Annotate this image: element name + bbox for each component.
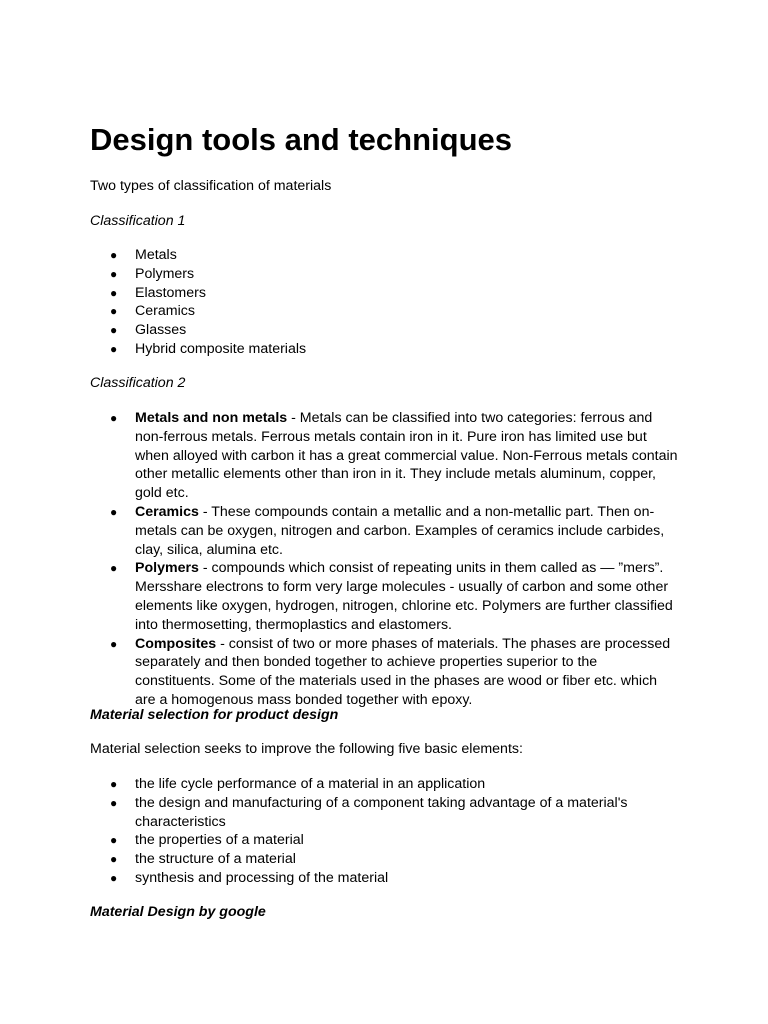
bullet-icon: ● [110, 833, 118, 848]
bullet-icon: ● [110, 852, 118, 867]
list-item-text: the life cycle performance of a material in an application [135, 776, 486, 792]
list-item [90, 409, 680, 503]
term-description: - These compounds contain a metallic and a non-metallic part. Then on-metals can be oxygen, nitrogen and carbon. Examples of ceramics include carbides, clay, silica, alumina etc. [135, 503, 665, 558]
bullet-icon: ● [110, 504, 118, 519]
list-item-text: Ceramics [135, 303, 195, 320]
term-label: Composites [135, 635, 217, 652]
bullet-icon: ● [110, 636, 118, 651]
list-item [90, 794, 680, 832]
list-item-text: the design and manufacturing of a component taking advantage of a material's characteristics [135, 794, 628, 830]
list-item [90, 503, 680, 559]
bullet-icon: ● [110, 561, 118, 576]
bullet-icon: ● [110, 266, 118, 281]
classification-1-heading: Classification 1 [90, 213, 186, 229]
list-item [90, 559, 680, 634]
bullet-icon: ● [110, 248, 118, 262]
list-item [90, 265, 680, 284]
list-item-text: synthesis and processing of the material [135, 869, 389, 886]
material-selection-heading: Material selection for product design [90, 707, 339, 723]
list-item [90, 775, 680, 794]
list-item [90, 869, 680, 888]
term-label: Polymers [135, 560, 199, 577]
bullet-icon: ● [110, 285, 118, 300]
list-item-text: Hybrid composite materials [135, 340, 307, 357]
list-item-text: Glasses [135, 322, 187, 339]
material-selection-intro: Material selection seeks to improve the following five basic elements: [90, 741, 523, 757]
classification-1-list [90, 246, 680, 359]
bullet-icon: ● [110, 304, 118, 319]
term-description: - consist of two or more phases of materials. The phases are processed separately and then bonded together to achieve properties superior to the constituents. Some of the materials used in the phases are wood or fiber etc. which are a homogenous mass bonded together with epoxy. [135, 635, 671, 708]
bullet-icon: ● [110, 777, 118, 791]
term-label: Metals and non metals [135, 410, 288, 426]
list-item [90, 831, 680, 850]
intro-paragraph: Two types of classification of materials [90, 178, 332, 194]
term-description: - Metals can be classified into two categories: ferrous and non-ferrous metals. Ferrous metals contain iron in it. Pure iron has limited use but when alloyed with carbon it has a great commercial value. Non-Ferrous metals contain other metallic elements other than iron in it. They include metals aluminum, copper, gold etc. [135, 410, 678, 502]
term-description: - compounds which consist of repeating units in them called as — ”mers”. Mersshare electrons to form very large molecules - usually of carbon and some other elements like oxygen, hydrogen, nitrogen, chlorine etc. Polymers are further classified into thermosetting, thermoplastics and elastomers. [135, 560, 673, 633]
list-item-text: the structure of a material [135, 851, 296, 868]
list-item-text: Metals [135, 247, 177, 263]
list-item [90, 850, 680, 869]
list-item-text: the properties of a material [135, 832, 304, 849]
bullet-icon: ● [110, 795, 118, 810]
list-item [90, 340, 680, 359]
list-item [90, 635, 680, 710]
material-selection-list [90, 775, 680, 888]
term-label: Ceramics [135, 503, 199, 520]
bullet-icon: ● [110, 870, 118, 885]
classification-2-heading: Classification 2 [90, 375, 186, 391]
bullet-icon: ● [110, 323, 118, 338]
page-title: Design tools and techniques [90, 122, 512, 157]
list-item-text: Polymers [135, 265, 195, 282]
list-item [90, 302, 680, 321]
list-item [90, 321, 680, 340]
material-design-heading: Material Design by google [90, 904, 266, 920]
list-item [90, 246, 680, 265]
bullet-icon: ● [110, 411, 118, 425]
classification-2-list [90, 409, 680, 710]
list-item-text: Elastomers [135, 284, 206, 301]
bullet-icon: ● [110, 341, 118, 356]
list-item [90, 284, 680, 303]
